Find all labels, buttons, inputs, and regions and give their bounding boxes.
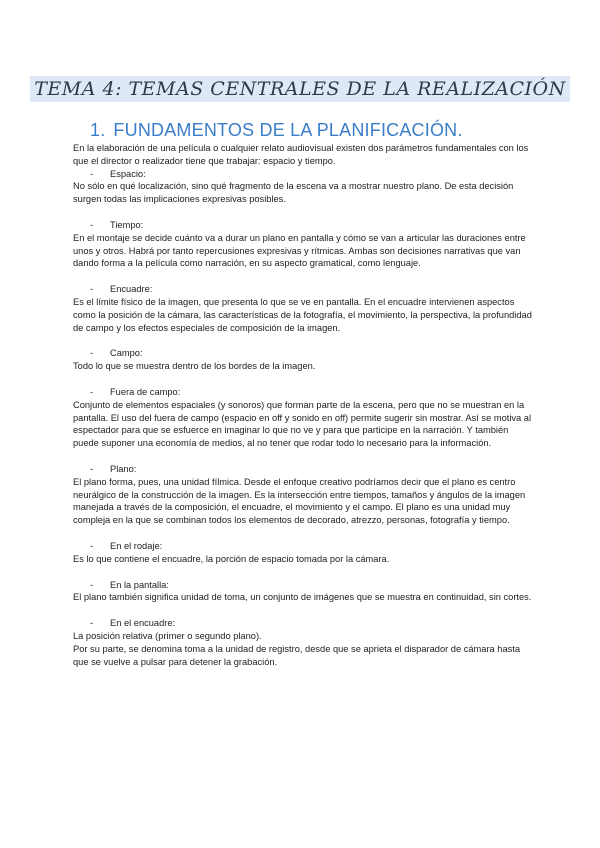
definition-item <box>73 540 533 566</box>
section-number: 1. <box>90 120 106 140</box>
bullet-dash: - <box>90 463 94 474</box>
bullet-dash: - <box>90 386 94 397</box>
definition-item <box>73 219 533 270</box>
definition-item <box>73 168 533 206</box>
item-label: Plano: <box>110 463 137 474</box>
item-label: En la pantalla: <box>110 579 169 590</box>
bullet-dash: - <box>90 618 94 629</box>
item-text: El plano forma, pues, una unidad fílmica. Desde el enfoque creativo podríamos decir que el plano es centro neurálgico de la construcción de la imagen. Es la intersección entre tiempos, tamaños y ángulos de la imagen manejada a través de la composición, el encuadre, el movimiento y el campo. El plano es una unidad muy compleja en la que se combinan todos los elementos de decorado, atrezzo, personas, fotografía y tiempo. <box>73 476 526 526</box>
page-title: TEMA 4: TEMAS CENTRALES DE LA REALIZACIÓN <box>30 76 570 102</box>
item-label: Espacio: <box>110 168 146 179</box>
item-label: En el encuadre: <box>110 618 176 629</box>
definition-item <box>73 463 533 527</box>
item-text: El plano también significa unidad de toma, un conjunto de imágenes que se muestra en continuidad, sin cortes. <box>73 592 532 603</box>
item-label: Tiempo: <box>110 219 144 230</box>
bullet-dash: - <box>90 284 94 295</box>
item-label: Campo: <box>110 348 143 359</box>
item-text: Todo lo que se muestra dentro de los bordes de la imagen. <box>73 361 316 372</box>
item-label: Fuera de campo: <box>110 386 181 397</box>
item-text: No sólo en qué localización, sino qué fragmento de la escena va a mostrar nuestro plano. De esta decisión surgen todas las implicaciones expresivas posibles. <box>73 181 514 205</box>
bullet-dash: - <box>90 219 94 230</box>
item-label: Encuadre: <box>110 284 153 295</box>
definition-item <box>73 617 533 643</box>
item-text: La posición relativa (primer o segundo plano). <box>73 630 262 641</box>
definition-item <box>73 579 533 605</box>
definition-item <box>73 386 533 450</box>
bullet-dash: - <box>90 540 94 551</box>
item-label: En el rodaje: <box>110 540 163 551</box>
item-text: En el montaje se decide cuánto va a durar un plano en pantalla y cómo se van a articular las duraciones entre unos y otros. Habrá por tanto repercusiones expresivas y rítmicas. Ambas son decisiones narrativas que van dando forma a la película como narración, en su aspecto gramatical, como lenguaje. <box>73 232 526 269</box>
bullet-dash: - <box>90 579 94 590</box>
title-container <box>0 76 600 102</box>
intro-paragraph: En la elaboración de una película o cualquier relato audiovisual existen dos parámetros fundamentales con los que el director o realizador tiene que trabajar: espacio y tiempo. <box>73 143 529 166</box>
definition-item <box>73 283 533 334</box>
item-text: Es el límite físico de la imagen, que presenta lo que se ve en pantalla. En el encuadre intervienen aspectos como la posición de la cámara, las características de la fotografía, el movimiento, la perspectiva, la profundidad de campo y los efectos especiales de composición de la imagen. <box>73 296 532 333</box>
section-heading <box>90 120 590 141</box>
item-text: Es lo que contiene el encuadre, la porción de espacio tomada por la cámara. <box>73 553 390 564</box>
item-text: Conjunto de elementos espaciales (y sonoros) que forman parte de la escena, pero que no se muestran en la pantalla. El uso del fuera de campo (espacio en off y sonido en off) permite sugerir sin mostrar. Así se motiva al espectador para que se esfuerce en imaginar lo que no ve y para que participe en la narración. Y también puede suponer una economía de medios, al no tener que rodar todo lo necesario para la información. <box>73 399 532 449</box>
definition-item <box>73 347 533 373</box>
document-body <box>73 142 533 668</box>
bullet-dash: - <box>90 348 94 359</box>
closing-paragraph: Por su parte, se denomina toma a la unidad de registro, desde que se aprieta el disparador de cámara hasta que se vuelve a pulsar para detener la grabación. <box>73 643 521 667</box>
section-heading-text: FUNDAMENTOS DE LA PLANIFICACIÓN. <box>113 120 463 140</box>
bullet-dash: - <box>90 168 94 179</box>
